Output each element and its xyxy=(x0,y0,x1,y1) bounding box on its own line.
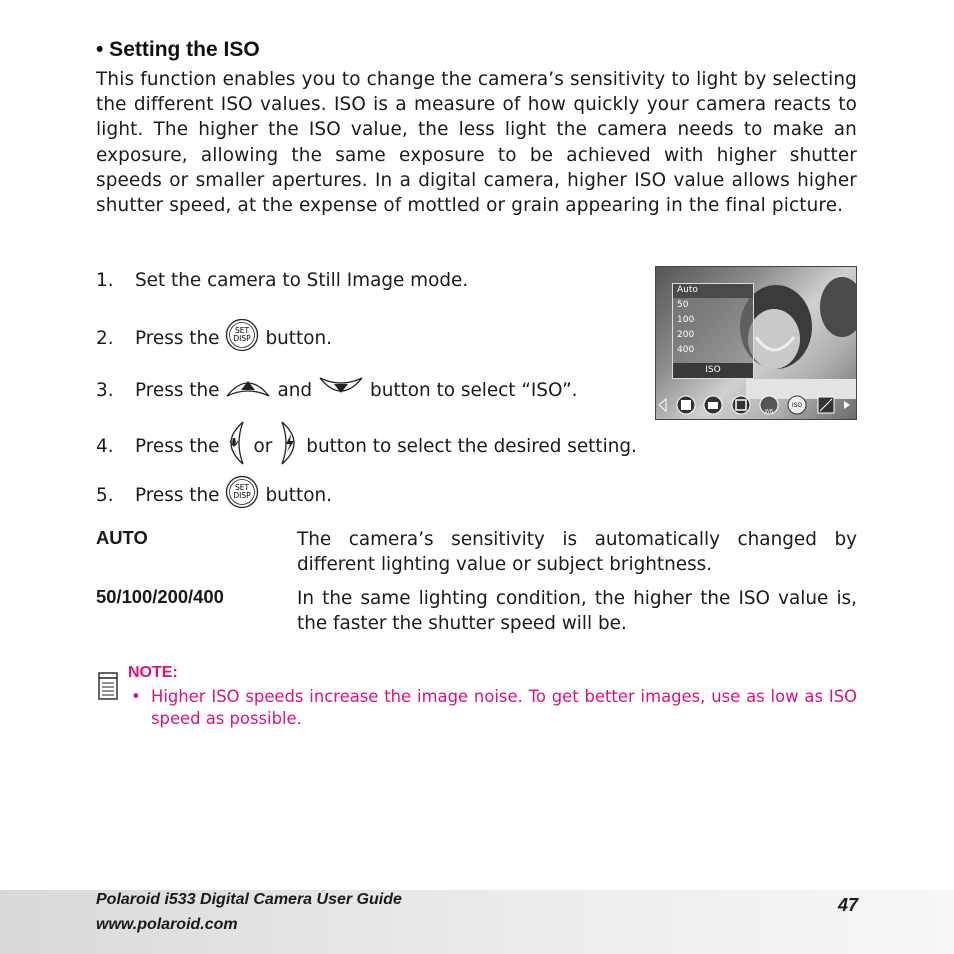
camera-lcd-screen xyxy=(655,266,857,420)
left-arrow-icon xyxy=(659,399,666,411)
step-text-middle: and xyxy=(277,380,313,401)
left-macro-button-icon xyxy=(225,420,247,474)
set-disp-line1: SET xyxy=(235,483,250,492)
step-number: 4. xyxy=(96,436,114,457)
menu-item-100: 100 xyxy=(677,315,695,325)
note-text: Higher ISO speeds increase the image noise. To get better images, use as low as ISO speed as possible. xyxy=(151,687,857,728)
step-2 xyxy=(96,318,332,360)
set-disp-button-icon xyxy=(225,318,259,360)
footer-title: Polaroid i533 Digital Camera User Guide xyxy=(96,891,402,908)
mode-icon-bar xyxy=(656,393,856,417)
menu-label-iso: ISO xyxy=(673,363,753,378)
step-text-before: Press the xyxy=(135,328,220,349)
definition-desc-auto: The camera’s sensitivity is automatically changed by different lighting value or subject brightness. xyxy=(297,529,857,575)
note-bullet: • xyxy=(131,687,141,706)
notepad-icon xyxy=(97,671,119,705)
set-disp-line1: SET xyxy=(235,326,250,335)
down-button-icon xyxy=(318,374,364,408)
step-text: Set the camera to Still Image mode. xyxy=(135,270,469,291)
wb-label: WB xyxy=(764,409,774,415)
right-flash-button-icon xyxy=(278,420,300,474)
step-3 xyxy=(96,374,578,408)
step-number: 1. xyxy=(96,270,114,291)
step-text-after: button. xyxy=(265,328,332,349)
step-text-after: button. xyxy=(265,485,332,506)
right-arrow-icon xyxy=(844,401,850,409)
set-disp-line2: DISP xyxy=(233,334,252,343)
step-text-before: Press the xyxy=(135,436,220,457)
footer-url: www.polaroid.com xyxy=(96,916,238,933)
menu-item-400: 400 xyxy=(677,345,695,355)
step-text-after: button to select “ISO”. xyxy=(370,380,578,401)
step-number: 3. xyxy=(96,380,114,401)
definition-desc-iso-values: In the same lighting condition, the higher the ISO value is, the faster the shutter speed will be. xyxy=(297,588,857,634)
exposure-icon xyxy=(732,396,750,414)
iso-menu xyxy=(672,283,754,379)
iso-label: ISO xyxy=(791,402,803,409)
set-disp-button-icon xyxy=(225,475,259,517)
set-disp-line2: DISP xyxy=(233,491,252,500)
definition-term-auto: AUTO xyxy=(96,527,148,548)
intro-paragraph: This function enables you to change the camera’s sensitivity to light by selecting the different ISO values. ISO is a measure of how quickly your camera reacts to light. The higher the ISO value, the less light the camera needs to make an exposure, allowing the same exposure to be achieved with higher shutter speeds or smaller apertures. In a digital camera, higher ISO value allows higher shutter speed, at the expense of mottled or grain appearing in the final picture. xyxy=(96,69,857,217)
menu-item-auto: Auto xyxy=(677,285,698,295)
menu-item-200: 200 xyxy=(677,330,695,340)
step-4 xyxy=(96,420,637,474)
page-number: 47 xyxy=(837,895,858,915)
step-text-before: Press the xyxy=(135,485,220,506)
step-5 xyxy=(96,475,332,517)
note-title: NOTE: xyxy=(128,664,178,681)
step-text-middle: or xyxy=(253,436,273,457)
step-1 xyxy=(96,268,468,294)
step-number: 5. xyxy=(96,485,114,506)
step-text-before: Press the xyxy=(135,380,220,401)
step-text-after: button to select the desired setting. xyxy=(306,436,637,457)
menu-item-50: 50 xyxy=(677,300,689,310)
definition-term-iso-values: 50/100/200/400 xyxy=(96,586,224,607)
step-number: 2. xyxy=(96,328,114,349)
section-heading: • Setting the ISO xyxy=(96,38,260,61)
up-button-icon xyxy=(225,374,271,408)
